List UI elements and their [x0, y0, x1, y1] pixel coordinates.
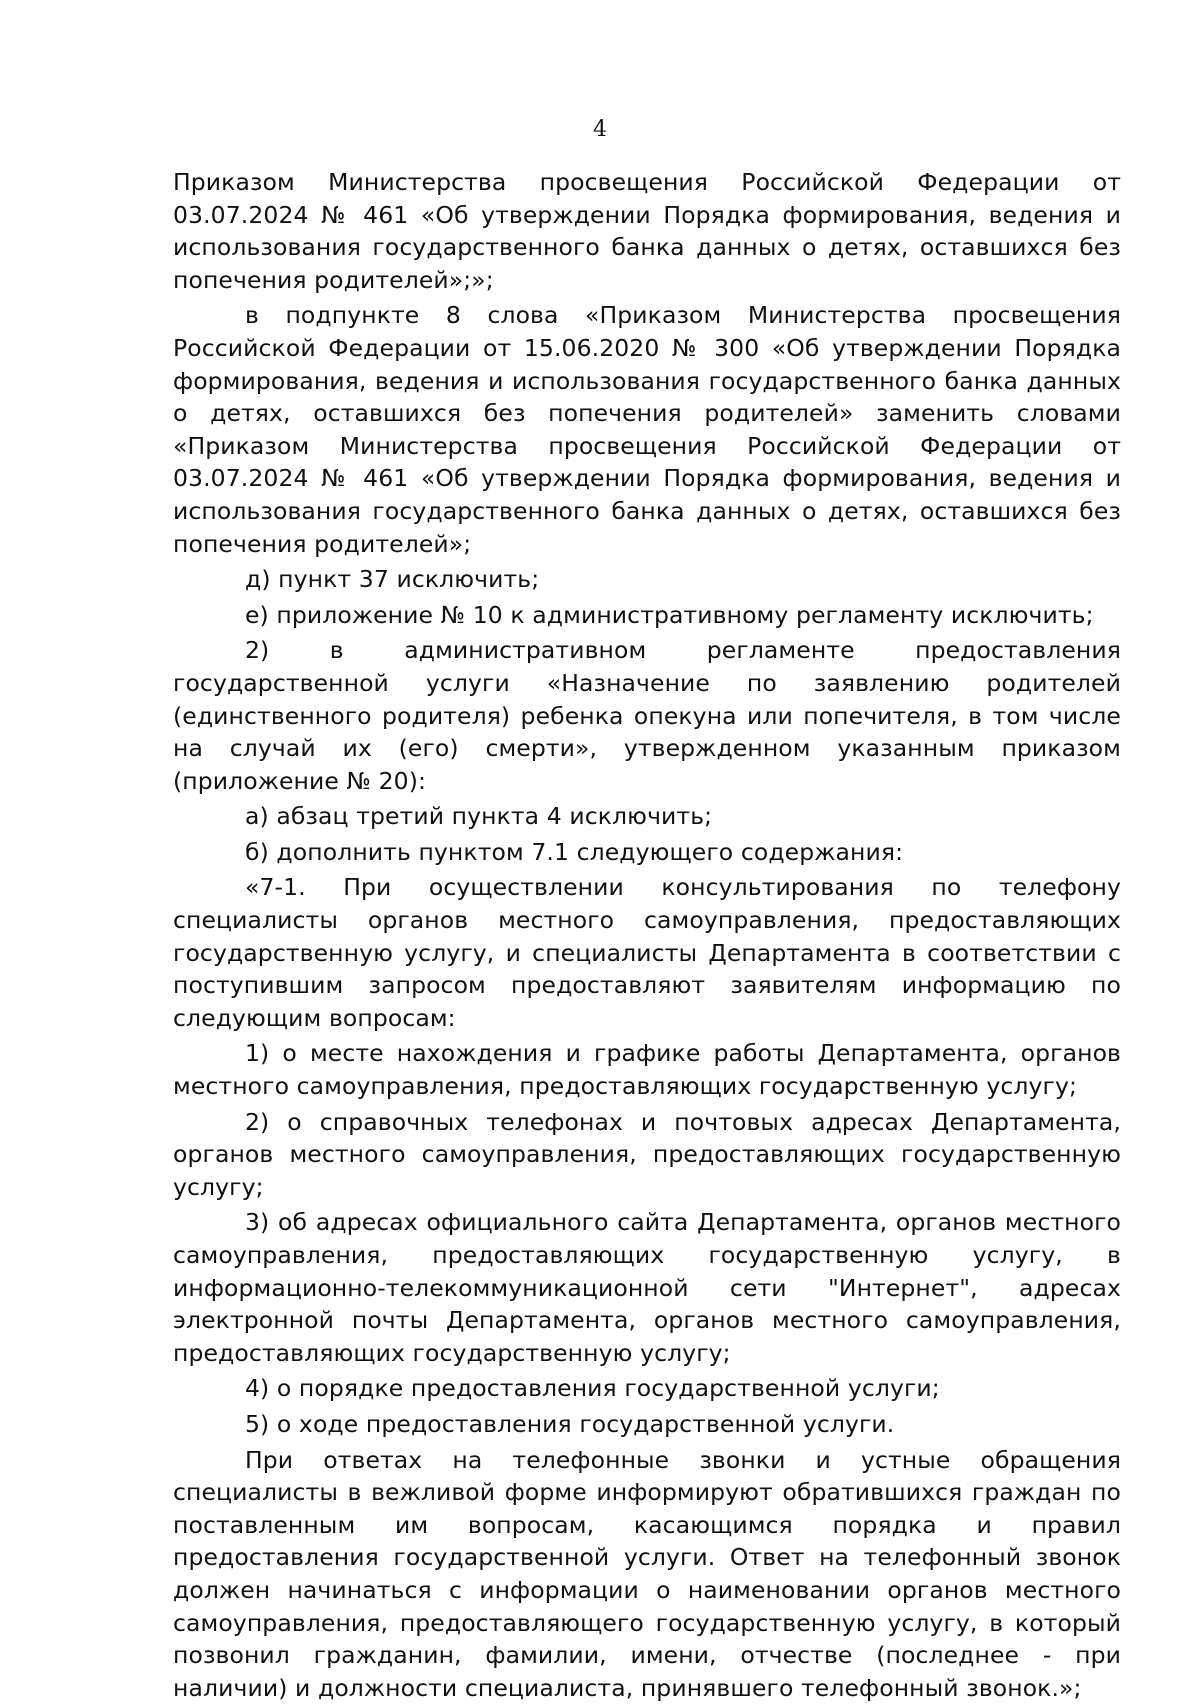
list-item: 1) о месте нахождения и графике работы Департамента, органов местного самоуправления, предоставляющих государственную услугу; — [173, 1039, 1121, 1101]
page-number: 4 — [593, 117, 607, 142]
paragraph: 2) в административном регламенте предоставления государственной услуги «Назначение по заявлению родителей (единственного родителя) ребенка опекуна или попечителя, в том числе на случай их (его) смерти», утвержденном указанным приказом (приложение № 20): — [173, 636, 1121, 795]
list-item: 3) об адресах официального сайта Департамента, органов местного самоуправления, предоставляющих государственную услугу, в информационно-телекоммуникационной сети "Интернет", адресах электронной почты Департамента, органов местного самоуправления, предоставляющих государственную услугу; — [173, 1208, 1121, 1367]
document-body — [173, 166, 1121, 1704]
list-item: 5) о ходе предоставления государственной услуги. — [245, 1409, 895, 1438]
list-item: 4) о порядке предоставления государственной услуги; — [245, 1374, 940, 1403]
list-item: 2) о справочных телефонах и почтовых адресах Департамента, органов местного самоуправления, предоставляющих государственную услугу; — [173, 1107, 1121, 1201]
paragraph: Приказом Министерства просвещения Российской Федерации от 03.07.2024 № 461 «Об утверждении Порядка формирования, ведения и использования государственного банка данных о детях, оставшихся без попечения родителей»;»; — [173, 168, 1121, 294]
paragraph: б) дополнить пунктом 7.1 следующего содержания: — [245, 837, 904, 866]
paragraph: При ответах на телефонные звонки и устные обращения специалисты в вежливой форме информируют обратившихся граждан по поставленным им вопросам, касающимся порядка и правил предоставления государственной услуги. Ответ на телефонный звонок должен начинаться с информации о наименовании органов местного самоуправления, предоставляющего государственную услугу, в который позвонил гражданин, фамилии, имени, отчестве (последнее - при наличии) и должности специалиста, принявшего телефонный звонок.»; — [173, 1445, 1121, 1702]
paragraph: в подпункте 8 слова «Приказом Министерства просвещения Российской Федерации от 15.06.2020 № 300 «Об утверждении Порядка формирования, ведения и использования государственного банка данных о детях, оставшихся без попечения родителей» заменить словами «Приказом Министерства просвещения Российской Федерации от 03.07.2024 № 461 «Об утверждении Порядка формирования, ведения и использования государственного банка данных о детях, оставшихся без попечения родителей»; — [173, 301, 1121, 558]
paragraph: а) абзац третий пункта 4 исключить; — [245, 802, 713, 831]
paragraph: е) приложение № 10 к административному регламенту исключить; — [245, 600, 1094, 629]
paragraph: д) пункт 37 исключить; — [245, 565, 540, 594]
paragraph: «7-1. При осуществлении консультирования по телефону специалисты органов местного самоуправления, предоставляющих государственную услугу, и специалисты Департамента в соответствии с поступившим запросом предоставляют заявителям информацию по следующим вопросам: — [173, 873, 1121, 1032]
